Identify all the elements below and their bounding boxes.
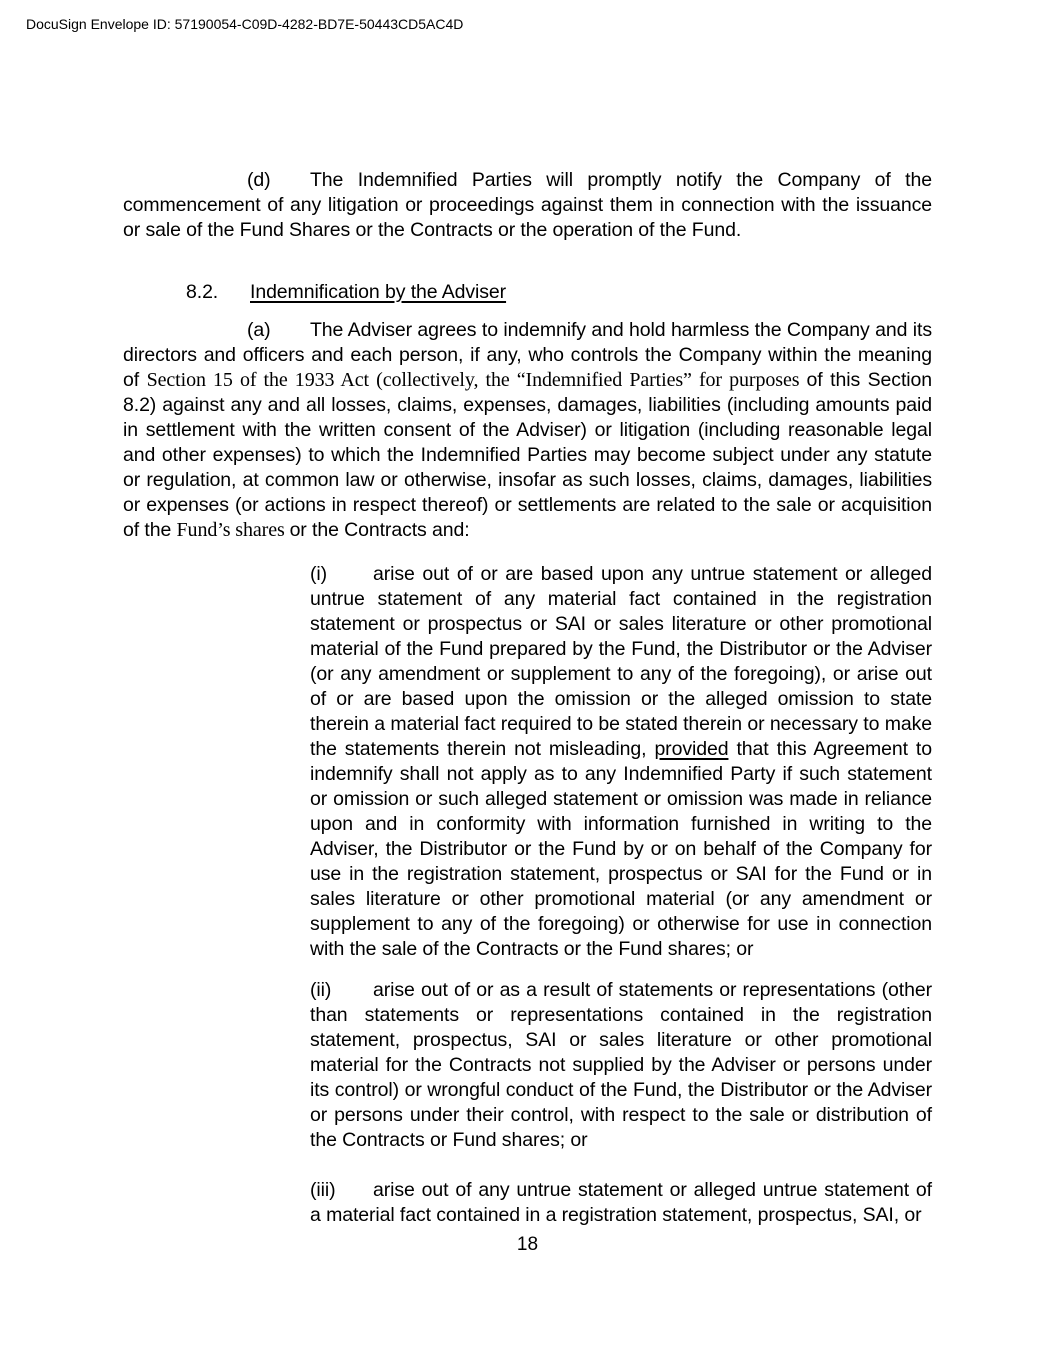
paragraph-a-label: (a) bbox=[247, 319, 271, 341]
clause-i bbox=[310, 562, 932, 962]
clause-ii-label: (ii) bbox=[310, 979, 332, 1001]
paragraph-a-text-serif-1: Section 15 of the 1933 Act (collectively, the “Indemnified Parties” for purposes bbox=[146, 369, 807, 391]
paragraph-a-text-serif-2: Fund’s shares bbox=[176, 519, 290, 541]
section-number: 8.2. bbox=[186, 281, 219, 303]
document-content bbox=[123, 0, 932, 1257]
clause-ii bbox=[310, 978, 932, 1153]
section-heading-8-2 bbox=[123, 280, 932, 305]
section-title: Indemnification by the Adviser bbox=[250, 281, 507, 303]
paragraph-d-label: (d) bbox=[247, 169, 271, 191]
paragraph-a-text-3: or the Contracts and: bbox=[289, 519, 470, 541]
clause-i-provided-underlined: provided bbox=[654, 738, 729, 760]
docusign-envelope-id: DocuSign Envelope ID: 57190054-C09D-4282-BD7E-50443CD5AC4D bbox=[26, 16, 464, 32]
clause-i-text-1: arise out of or are based upon any untrue statement or alleged untrue statement of any material fact contained in the registration statement or prospectus or SAI or sales literature or other promotional material of the Fund prepared by the Fund, the Distributor or the Adviser (or any amendment or supplement to any of the foregoing), or arise out of or are based upon the omission or the alleged omission to state therein a material fact required to be stated therein or necessary to make the statements therein not misleading, bbox=[310, 563, 932, 760]
clause-iii-text: arise out of any untrue statement or alleged untrue statement of a material fact contained in a registration statement, prospectus, SAI, or bbox=[310, 1179, 932, 1226]
clause-ii-text: arise out of or as a result of statements or representations (other than statements or representations contained in the registration statement, prospectus, SAI or sales literature or other promotional material for the Contracts not supplied by the Adviser or persons under its control) or wrongful conduct of the Fund, the Distributor or the Adviser or persons under their control, with respect to the sale or distribution of the Contracts or Fund shares; or bbox=[310, 979, 932, 1151]
clause-iii bbox=[310, 1178, 932, 1228]
paragraph-a bbox=[123, 318, 932, 543]
paragraph-a-text-2: of this Section 8.2) against any and all losses, claims, expenses, damages, liabilities (including amounts paid in settlement with the written consent of the Adviser) or litigation (including reasonable legal and other expenses) to which the Indemnified Parties may become subject under any statute or regulation, at common law or otherwise, insofar as such losses, claims, damages, liabilities or expenses (or actions in respect thereof) or settlements are related to the sale or acquisition of the bbox=[123, 369, 932, 541]
clause-i-label: (i) bbox=[310, 563, 328, 585]
paragraph-d bbox=[123, 168, 932, 243]
clause-iii-label: (iii) bbox=[310, 1179, 336, 1201]
paragraph-a-text-1: The Adviser agrees to indemnify and hold harmless the Company and its directors and officers and each person, if any, who controls the Company within the meaning of bbox=[123, 319, 932, 391]
page-number: 18 bbox=[516, 1234, 539, 1255]
paragraph-d-text: The Indemnified Parties will promptly notify the Company of the commencement of any litigation or proceedings against them in connection with the issuance or sale of the Fund Shares or the Contracts or the operation of the Fund. bbox=[123, 169, 932, 241]
clause-i-text-2: that this Agreement to indemnify shall not apply as to any Indemnified Party if such statement or omission or such alleged statement or omission was made in reliance upon and in conformity with information furnished in writing to the Adviser, the Distributor or the Fund by or on behalf of the Company for use in the registration statement, prospectus or SAI for the Fund or in sales literature or other promotional material (or any amendment or supplement to any of the foregoing) or otherwise for use in connection with the sale of the Contracts or the Fund shares; or bbox=[310, 738, 932, 960]
